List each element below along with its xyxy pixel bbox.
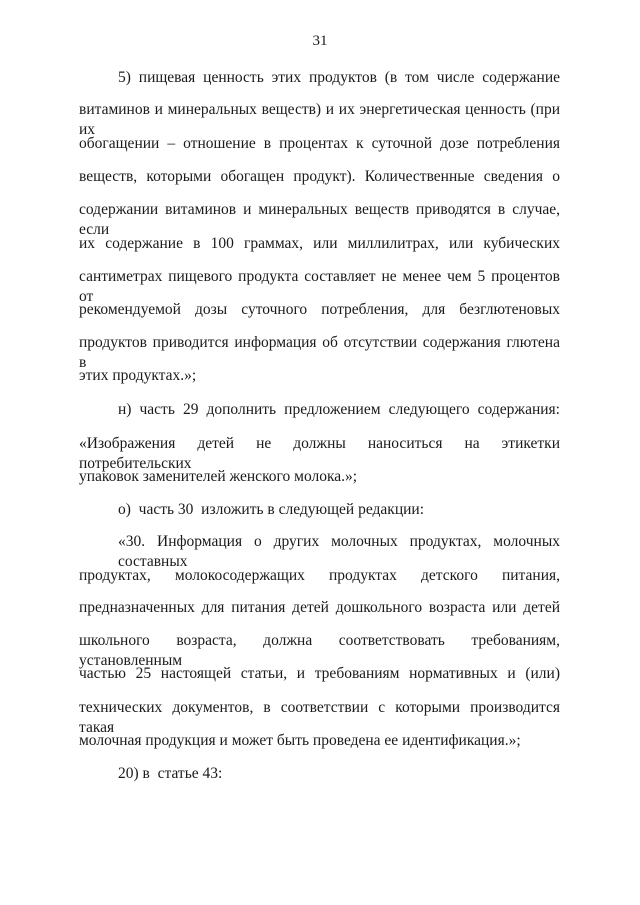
text-line: упаковок заменителей женского молока.»; bbox=[79, 468, 358, 485]
text-line: технических документов, в соответствии с которыми производится такая bbox=[79, 699, 560, 736]
text-line: этих продуктах.»; bbox=[79, 367, 197, 384]
text-line: витаминов и минеральных веществ) и их энергетическая ценность (при их bbox=[79, 101, 560, 138]
text-line: веществ, которыми обогащен продукт). Количественные сведения о bbox=[79, 168, 560, 185]
text-line: 5) пищевая ценность этих продуктов (в том числе содержание bbox=[118, 69, 560, 86]
text-line: сантиметрах пищевого продукта составляет не менее чем 5 процентов от bbox=[79, 268, 560, 305]
text-line: содержании витаминов и минеральных веществ приводятся в случае, если bbox=[79, 201, 560, 238]
text-line: школьного возраста, должна соответствовать требованиям, установленным bbox=[79, 632, 560, 669]
text-line: частью 25 настоящей статьи, и требованиям нормативных и (или) bbox=[79, 665, 560, 682]
text-line: продуктах, молокосодержащих продуктах детского питания, bbox=[79, 567, 560, 584]
text-line: молочная продукция и может быть проведена ее идентификация.»; bbox=[79, 732, 521, 749]
text-line: «30. Информация о других молочных продуктах, молочных составных bbox=[118, 533, 560, 570]
text-line: рекомендуемой дозы суточного потребления, для безглютеновых bbox=[79, 301, 560, 318]
text-line: обогащении – отношение в процентах к суточной дозе потребления bbox=[79, 135, 560, 152]
text-line: предназначенных для питания детей дошкольного возраста или детей bbox=[79, 599, 560, 616]
text-line: их содержание в 100 граммах, или миллилитрах, или кубических bbox=[79, 235, 560, 252]
text-line: «Изображения детей не должны наноситься на этикетки потребительских bbox=[79, 435, 560, 472]
text-line: продуктов приводится информация об отсутствии содержания глютена в bbox=[79, 334, 560, 371]
text-line: н) часть 29 дополнить предложением следующего содержания: bbox=[118, 401, 560, 418]
text-line: 20) в статье 43: bbox=[118, 765, 223, 782]
text-line: о) часть 30 изложить в следующей редакции: bbox=[118, 501, 425, 518]
page-number: 31 bbox=[312, 33, 328, 49]
